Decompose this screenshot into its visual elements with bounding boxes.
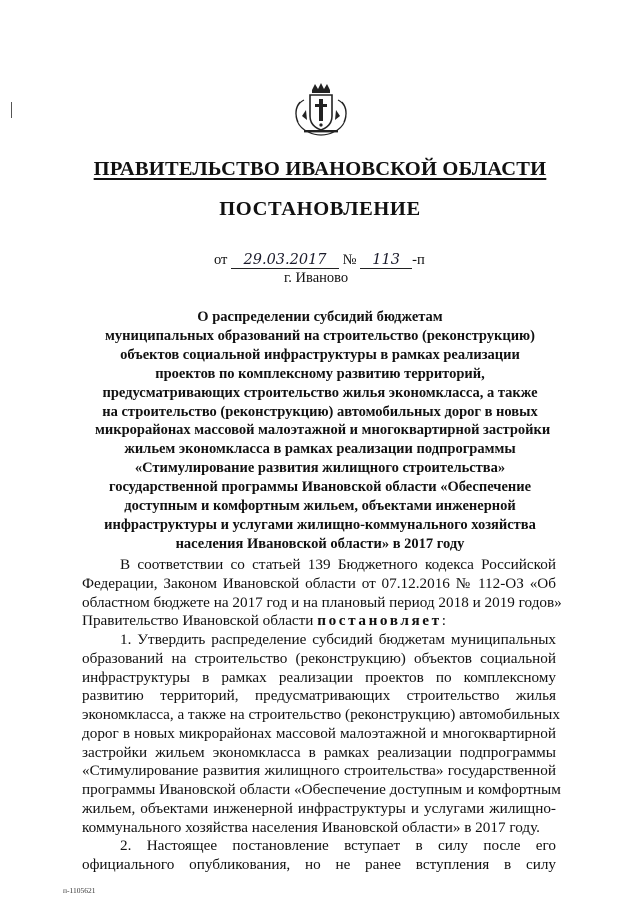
body-line: областном бюджете на 2017 год и на плановый период 2018 и 2019 годов»	[82, 593, 562, 611]
subject-line: предусматривающих строительство жилья экономкласса, а также	[102, 384, 538, 401]
body-line: «Стимулирование развития жилищного строительства» государственной	[82, 762, 556, 780]
document-subject	[95, 308, 551, 554]
government-title: ПРАВИТЕЛЬСТВО ИВАНОВСКОЙ ОБЛАСТИ	[93, 158, 547, 180]
body-line: образований на строительство (реконструкцию) объектов социальной	[82, 649, 556, 667]
subject-line: жильем экономкласса в рамках реализации подпрограммы	[124, 441, 516, 458]
body-line: застройки жильем экономкласса в рамках реализации подпрограммы	[82, 743, 556, 761]
body-line: инфраструктуры в рамках реализации проектов по комплексному	[82, 668, 556, 686]
ivanovo-coat-of-arms-icon	[290, 80, 352, 140]
number-prefix: №	[342, 252, 357, 268]
footer-code: п-1105621	[63, 886, 96, 895]
body-line: Федерации, Законом Ивановской области от 07.12.2016 № 112-ОЗ «Об	[82, 574, 556, 592]
subject-line: населения Ивановской области» в 2017 году	[175, 535, 465, 552]
date-handwritten: 29.03.2017	[231, 253, 339, 269]
number-handwritten: 113	[360, 253, 412, 269]
subject-line: микрорайонах массовой малоэтажной и многоквартирной застройки	[95, 422, 551, 439]
document-type: ПОСТАНОВЛЕНИЕ	[219, 198, 421, 220]
subject-line: проектов по комплексному развитию территорий,	[155, 365, 485, 382]
body-line: экономкласса, а также на строительство (реконструкцию) автомобильных	[82, 706, 560, 723]
body-line: программы Ивановской области «Обеспечение доступным и комфортным	[82, 781, 561, 798]
subject-line: О распределении субсидий бюджетам	[197, 309, 443, 325]
subject-line: доступным и комфортным жильем, объектами инженерной	[124, 498, 516, 515]
margin-mark	[11, 102, 12, 118]
body-line: коммунального хозяйства населения Ивановской области» в 2017 году.	[82, 818, 540, 836]
body-line: 2. Настоящее постановление вступает в силу после его	[120, 837, 556, 855]
subject-line: государственной программы Ивановской области «Обеспечение	[108, 479, 532, 496]
body-line: жильем, объектами инженерной инфраструктуры и услугами жилищно-	[82, 799, 556, 817]
body-line: В соответствии со статьей 139 Бюджетного кодекса Российской	[120, 556, 556, 573]
date-prefix: от	[214, 252, 228, 268]
subject-line: муниципальных образований на строительство (реконструкцию)	[105, 327, 535, 344]
decree-colon: :	[441, 612, 446, 630]
date-number-line	[214, 252, 425, 269]
subject-line: объектов социальной инфраструктуры в рамках реализации	[120, 346, 520, 363]
body-line	[82, 612, 556, 631]
city: г. Иваново	[284, 270, 349, 286]
document-body	[82, 556, 562, 875]
body-line-text: Правительство Ивановской области	[82, 612, 318, 630]
body-line: 1. Утвердить распределение субсидий бюджетам муниципальных	[120, 631, 556, 648]
subject-line: «Стимулирование развития жилищного строительства»	[134, 460, 506, 477]
body-line: дорог в новых микрорайонах массовой малоэтажной и многоквартирной	[82, 724, 556, 742]
subject-line: инфраструктуры и услугами жилищно-коммунального хозяйства	[104, 516, 536, 533]
body-line: официального опубликования, но не ранее вступления в силу	[82, 856, 556, 873]
decree-word: постановляет	[317, 612, 442, 630]
body-line: развитию территорий, предусматривающих строительство жилья	[82, 687, 556, 705]
subject-line: на строительство (реконструкцию) автомобильных дорог в новых	[102, 403, 538, 420]
number-suffix: -п	[412, 252, 425, 268]
